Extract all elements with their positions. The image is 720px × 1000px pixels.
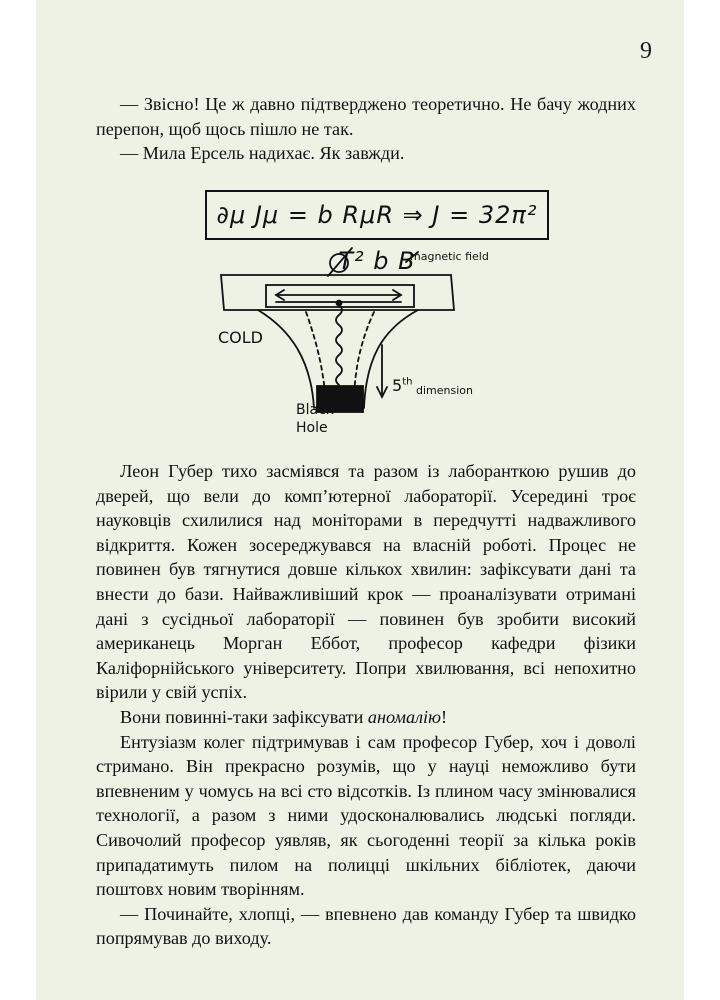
funnel-sketch: [196, 180, 556, 460]
paragraph-4: — Починайте, хлопці, — впевнено дав команду Губер та швидко попрямував до виходу.: [96, 903, 636, 949]
dialogue-line-2: — Мила Ерсель надихає. Як завжди.: [120, 143, 405, 164]
book-page: [36, 0, 684, 1000]
dialogue-line-1: — Звісно! Це ж давно підтверджено теоретично. Не бачу жодних перепон, щоб щось пішло не так.: [96, 94, 636, 139]
label-magnetic-field: magnetic field: [410, 250, 489, 263]
funnel-left: [258, 310, 314, 408]
formula: ∂μ Jμ = b RμR ⇒ J = 32π² T² b B: [216, 201, 538, 275]
spring: [336, 305, 342, 385]
body-text: [96, 459, 636, 951]
label-cold: COLD: [218, 328, 263, 347]
hand-drawn-figure: [196, 180, 556, 460]
label-dimension: dimension: [416, 384, 473, 397]
label-hole: Hole: [296, 420, 328, 436]
paragraph-3: Ентузіазм колег підтримував і сам професор Губер, хоч і доволі стримано. Він прекрасно розумів, що у науці неможливо бути впевненим у чомусь на всі сто відсотків. Із плином часу змінювалися технології, а разом з ними удосконалювались людські погляди. Сивочолий професор уявляв, як сьогоденні теорії за кілька років припадатимуть пилом на полицці шкільних бібліотек, даючи поштовх новим творінням.: [96, 731, 636, 900]
paragraph-1: Леон Губер тихо засміявся та разом із лаборанткою рушив до дверей, що вели до комп’ютерної лабораторії. Усередині троє науковців схилилися над моніторами в передчутті надважливого відкриття. Кожен зосереджувався на власній роботі. Процес не повинен був тягнутися довше кількох хвилин: зафіксувати дані та внести до бази. Найважливіший крок — проаналізувати отримані дані з сусідньої лабораторії — повинен був зробити високий американець Морган Еббот, професор кафедри фізики Каліфорнійського університету. Попри хвилювання, всі непохитно вірили у свій успіх.: [96, 461, 636, 703]
label-black: Black: [296, 402, 334, 418]
label-fifth: 5th: [392, 376, 413, 395]
dialogue-block: [96, 92, 636, 166]
paragraph-emphasis: Вони повинні-таки зафіксувати аномалію!: [120, 706, 447, 727]
page-number: 9: [640, 38, 652, 64]
